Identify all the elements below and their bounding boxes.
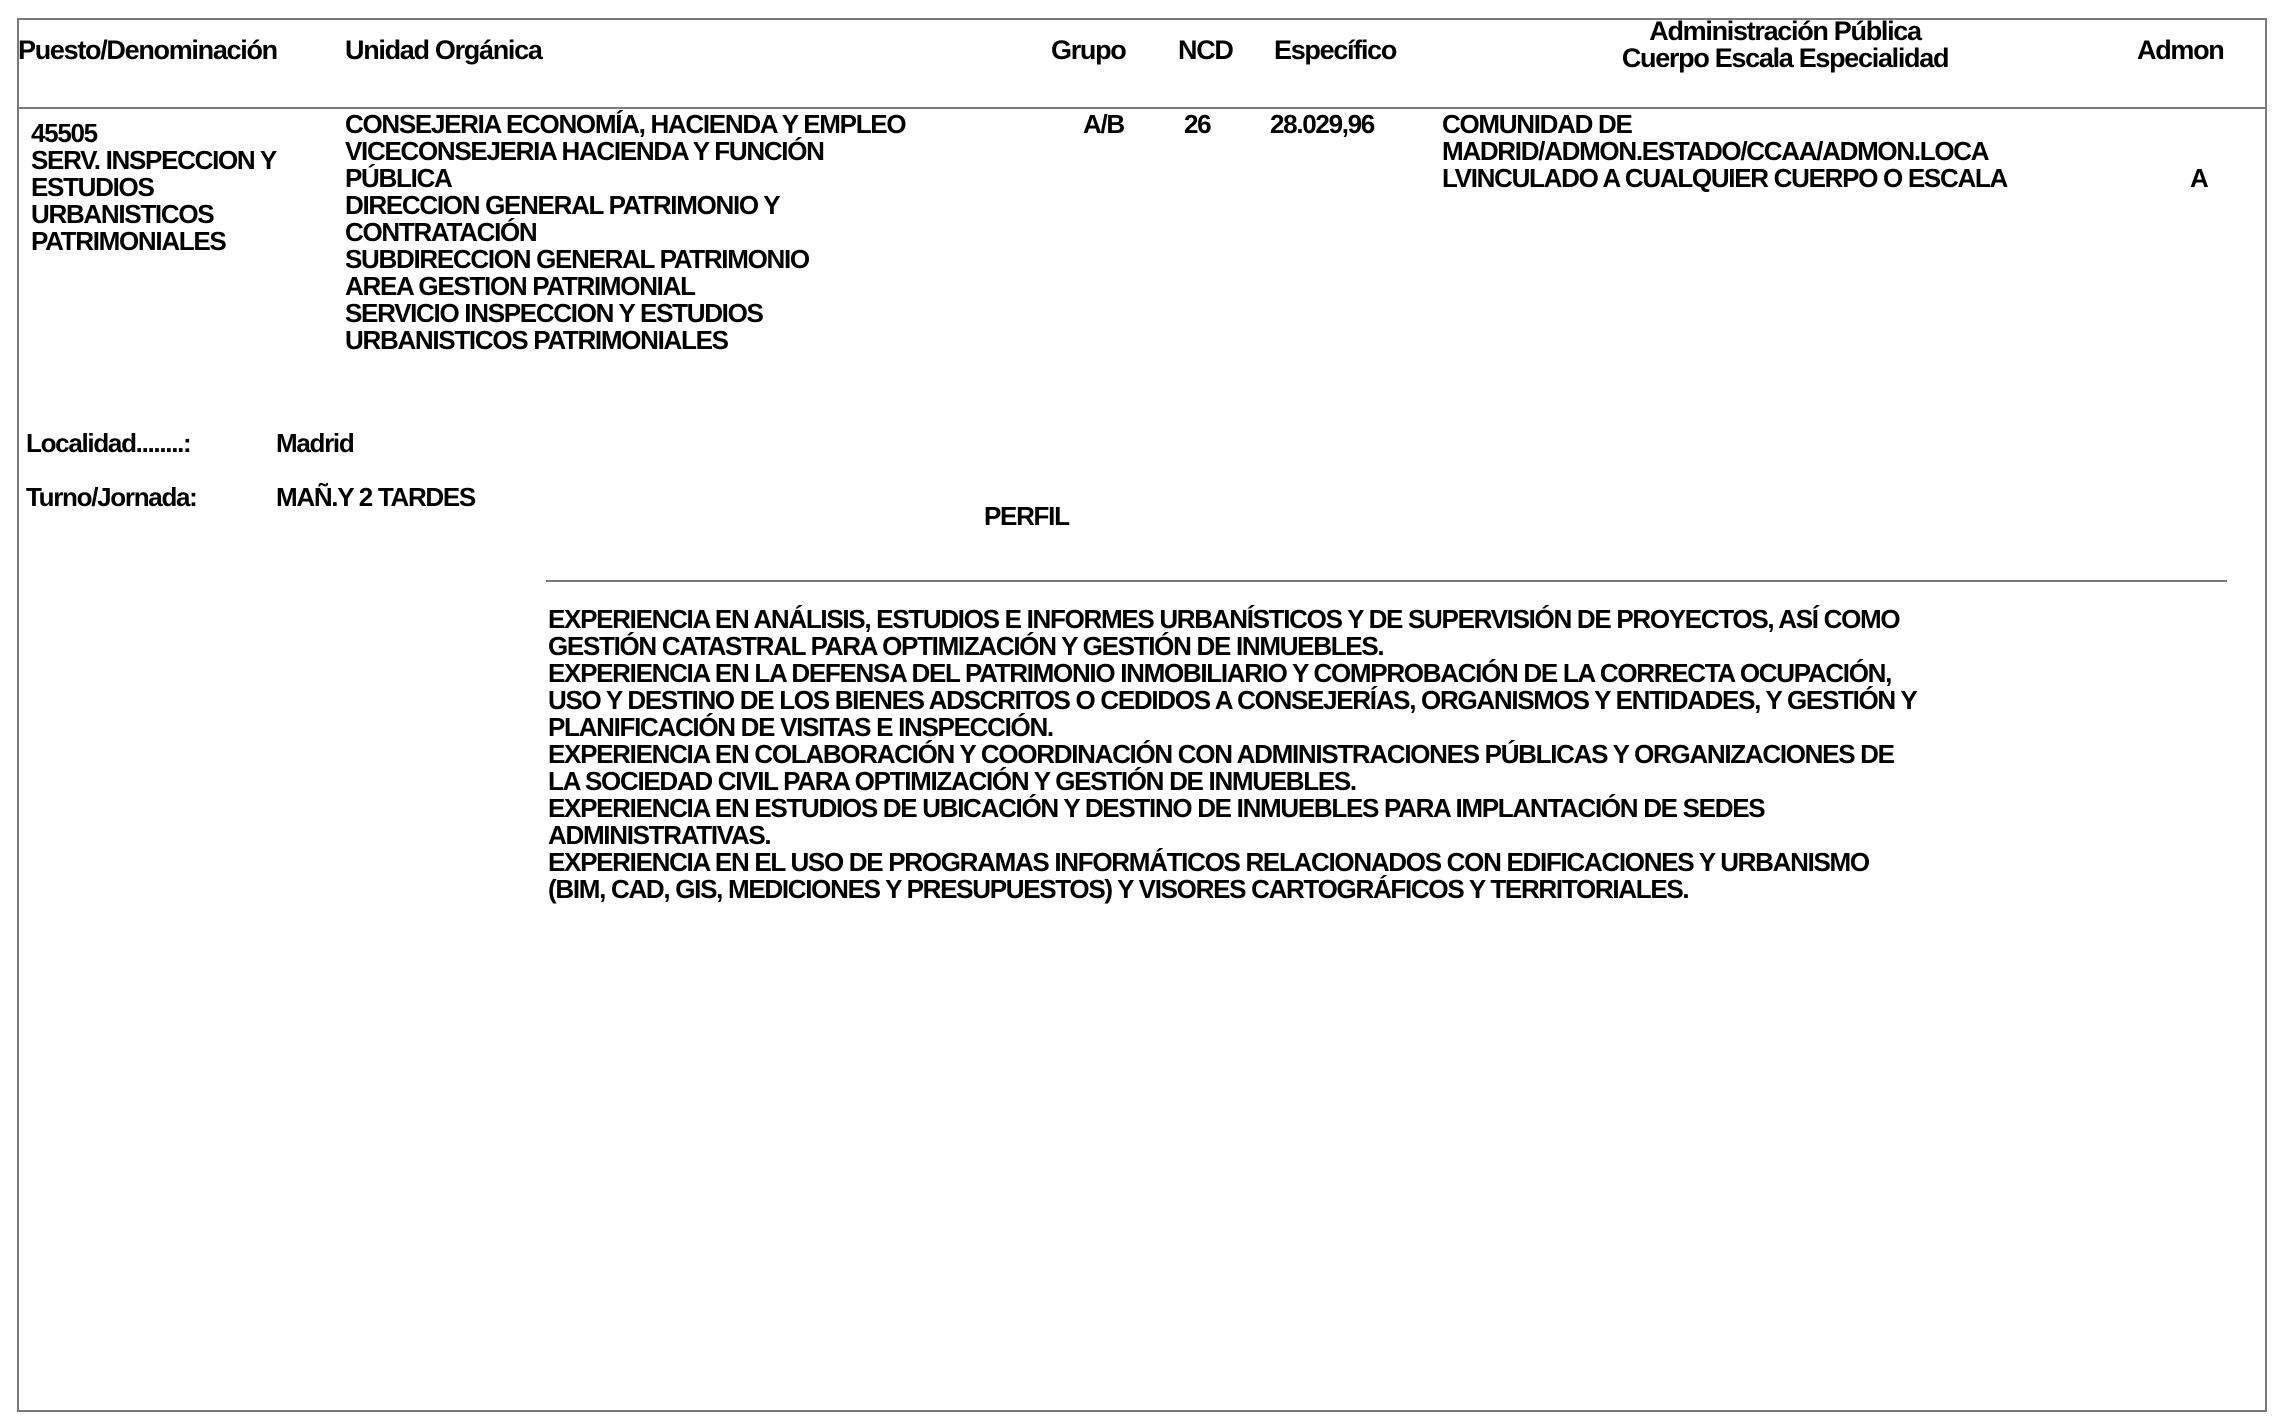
turno-label: Turno/Jornada:: [26, 482, 197, 512]
perfil-divider: [546, 580, 2227, 582]
unidad-line: SUBDIRECCION GENERAL PATRIMONIO: [345, 244, 809, 274]
puesto-line: 45505: [31, 118, 97, 148]
perfil-line: EXPERIENCIA EN ESTUDIOS DE UBICACIÓN Y DESTINO DE INMUEBLES PARA IMPLANTACIÓN DE SEDES: [548, 793, 1765, 823]
header-grupo: Grupo: [1051, 35, 1126, 65]
unidad-line: SERVICIO INSPECCION Y ESTUDIOS: [345, 298, 763, 328]
unidad-line: DIRECCION GENERAL PATRIMONIO Y: [345, 190, 780, 220]
unidad-cell: [345, 111, 905, 354]
puesto-line: URBANISTICOS: [31, 199, 214, 229]
header-admin-line1: Administración Pública: [1649, 16, 1921, 46]
puesto-cell: [31, 120, 276, 255]
unidad-line: CONTRATACIÓN: [345, 217, 537, 247]
administracion-cell: [1442, 111, 2007, 192]
localidad-value: Madrid: [276, 428, 354, 458]
header-puesto: Puesto/Denominación: [18, 35, 277, 65]
admon-value: A: [2190, 163, 2208, 193]
perfil-line: EXPERIENCIA EN COLABORACIÓN Y COORDINACIÓN CON ADMINISTRACIONES PÚBLICAS Y ORGANIZACIONES DE: [548, 739, 1894, 769]
header-ncd: NCD: [1178, 35, 1233, 65]
unidad-line: CONSEJERIA ECONOMÍA, HACIENDA Y EMPLEO: [345, 109, 906, 139]
perfil-line: EXPERIENCIA EN LA DEFENSA DEL PATRIMONIO INMOBILIARIO Y COMPROBACIÓN DE LA CORRECTA OCUPACIÓN,: [548, 658, 1892, 688]
perfil-line: GESTIÓN CATASTRAL PARA OPTIMIZACIÓN Y GESTIÓN DE INMUEBLES.: [548, 631, 1384, 661]
puesto-line: PATRIMONIALES: [31, 226, 226, 256]
perfil-line: EXPERIENCIA EN ANÁLISIS, ESTUDIOS E INFORMES URBANÍSTICOS Y DE SUPERVISIÓN DE PROYECTOS, ASÍ COMO: [548, 604, 1900, 634]
unidad-line: AREA GESTION PATRIMONIAL: [345, 271, 695, 301]
unidad-line: URBANISTICOS PATRIMONIALES: [345, 325, 728, 355]
puesto-line: ESTUDIOS: [31, 172, 154, 202]
perfil-line: LA SOCIEDAD CIVIL PARA OPTIMIZACIÓN Y GESTIÓN DE INMUEBLES.: [548, 766, 1356, 796]
header-unidad: Unidad Orgánica: [345, 35, 542, 65]
unidad-line: PÚBLICA: [345, 163, 452, 193]
header-administracion: [1500, 18, 2070, 72]
turno-value: MAÑ.Y 2 TARDES: [276, 482, 475, 512]
perfil-line: EXPERIENCIA EN EL USO DE PROGRAMAS INFORMÁTICOS RELACIONADOS CON EDIFICACIONES Y URBANISMO: [548, 847, 1869, 877]
unidad-line: VICECONSEJERIA HACIENDA Y FUNCIÓN: [345, 136, 824, 166]
grupo-value: A/B: [1083, 109, 1124, 139]
perfil-line: ADMINISTRATIVAS.: [548, 820, 771, 850]
especifico-value: 28.029,96: [1270, 109, 1374, 139]
perfil-line: USO Y DESTINO DE LOS BIENES ADSCRITOS O CEDIDOS A CONSEJERÍAS, ORGANISMOS Y ENTIDADES, Y GESTIÓN Y: [548, 685, 1917, 715]
header-admin-line2: Cuerpo Escala Especialidad: [1621, 43, 1949, 73]
perfil-line: PLANIFICACIÓN DE VISITAS E INSPECCIÓN.: [548, 712, 1053, 742]
administracion-line: COMUNIDAD DE: [1442, 109, 1632, 139]
header-admon: Admon: [2137, 35, 2224, 65]
localidad-label: Localidad........:: [26, 428, 191, 458]
perfil-body: [548, 606, 1916, 903]
perfil-title: PERFIL: [984, 501, 1069, 531]
header-especifico: Específico: [1274, 35, 1397, 65]
perfil-line: (BIM, CAD, GIS, MEDICIONES Y PRESUPUESTOS) Y VISORES CARTOGRÁFICOS Y TERRITORIALES.: [548, 874, 1689, 904]
puesto-line: SERV. INSPECCION Y: [31, 145, 276, 175]
administracion-line: LVINCULADO A CUALQUIER CUERPO O ESCALA: [1442, 163, 2007, 193]
administracion-line: MADRID/ADMON.ESTADO/CCAA/ADMON.LOCA: [1442, 136, 1989, 166]
ncd-value: 26: [1184, 109, 1211, 139]
